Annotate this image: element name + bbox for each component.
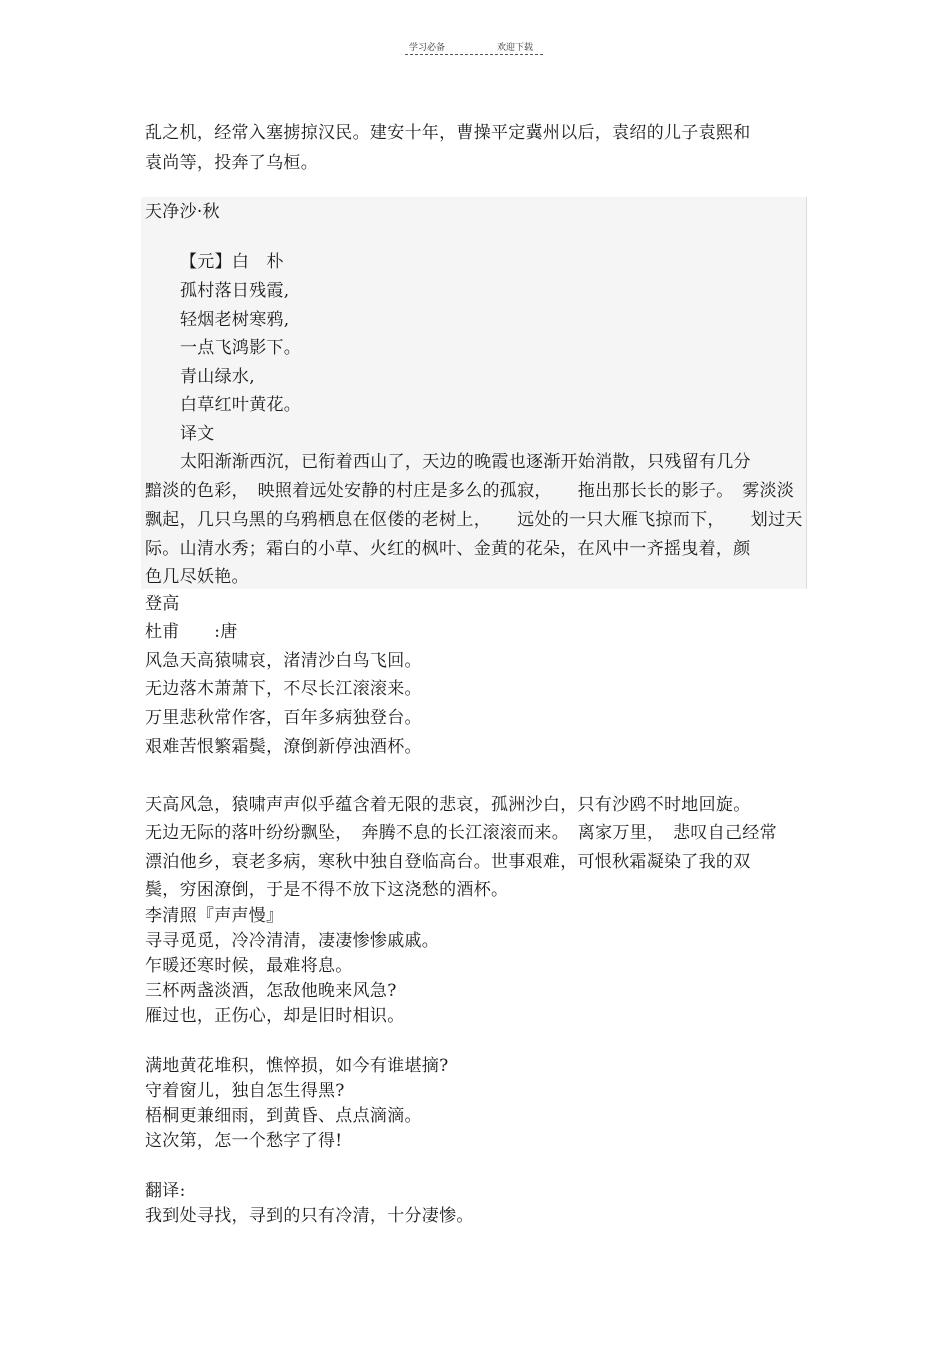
poem1-title: 天净沙·秋	[145, 202, 220, 222]
poem1-translation-line: 黯淡的色彩， 映照着远处安静的村庄是多么的孤寂， 拖出那长长的影子。 雾淡淡	[145, 481, 795, 501]
poem1-translation-label: 译文	[180, 424, 215, 444]
poem1-line: 白草红叶黄花。	[180, 395, 302, 415]
poem2-translation-line: 天高风急，猿啸声声似乎蕴含着无限的悲哀，孤洲沙白，只有沙鸥不时地回旋。	[145, 795, 751, 815]
header-right-text: 欢迎下载	[497, 43, 534, 53]
poem2-line: 无边落木萧萧下，不尽长江滚滚来。	[145, 679, 422, 699]
poem2-line: 万里悲秋常作客，百年多病独登台。	[145, 708, 422, 728]
poem1-line: 青山绿水,	[180, 367, 255, 387]
poem1-translation-line: 色几尽妖艳。	[145, 567, 249, 587]
poem2-title: 登高	[145, 594, 180, 614]
poem2-author: 杜甫 :唐	[145, 622, 238, 642]
poem3-line: 乍暖还寒时候，最难将息。	[145, 956, 353, 976]
poem3-line: 梧桐更兼细雨，到黄昏、点点滴滴。	[145, 1106, 422, 1126]
poem1-line: 轻烟老树寒鸦,	[180, 310, 290, 330]
poem3-line: 这次第，怎一个愁字了得!	[145, 1131, 343, 1151]
header-divider	[405, 54, 543, 55]
header-left-text: 学习必备	[409, 43, 446, 53]
poem1-author: 【元】白 朴	[180, 252, 284, 272]
page-header	[405, 38, 545, 58]
poem1-line: 一点飞鸿影下。	[180, 338, 302, 358]
poem1-line: 孤村落日残霞,	[180, 281, 290, 301]
poem2-translation-line: 无边无际的落叶纷纷飘坠， 奔腾不息的长江滚滚而来。 离家万里， 悲叹自己经常	[145, 823, 777, 843]
poem3-line: 雁过也，正伤心，却是旧时相识。	[145, 1006, 405, 1026]
poem3-line: 三杯两盏淡酒，怎敌他晚来风急?	[145, 981, 397, 1001]
intro-line: 乱之机，经常入塞掳掠汉民。建安十年，曹操平定冀州以后，袁绍的儿子袁熙和	[145, 123, 751, 143]
poem1-translation-line: 际。山清水秀；霜白的小草、火红的枫叶、金黄的花朵，在风中一齐摇曳着，颜	[145, 539, 751, 559]
poem3-translation-line: 我到处寻找，寻到的只有冷清，十分凄惨。	[145, 1206, 474, 1226]
poem2-line: 风急天高猿啸哀，渚清沙白鸟飞回。	[145, 651, 422, 671]
poem3-line: 寻寻觅觅，冷冷清清，凄凄惨惨戚戚。	[145, 931, 440, 951]
poem2-line: 艰难苦恨繁霜鬓，潦倒新停浊酒杯。	[145, 737, 422, 757]
poem1-translation-line: 太阳渐渐西沉，已衔着西山了，天边的晚霞也逐渐开始消散，只残留有几分	[180, 452, 751, 472]
poem2-translation-line: 鬓，穷困潦倒，于是不得不放下这浇愁的酒杯。	[145, 880, 509, 900]
poem3-line: 守着窗儿，独自怎生得黑?	[145, 1081, 345, 1101]
poem3-translation-label: 翻译:	[145, 1181, 186, 1201]
intro-line: 袁尚等，投奔了乌桓。	[145, 153, 318, 173]
poem1-translation-line: 飘起，几只乌黑的乌鸦栖息在伛偻的老树上， 远处的一只大雁飞掠而下， 划过天	[145, 510, 803, 530]
poem3-line: 满地黄花堆积，憔悴损，如今有谁堪摘?	[145, 1056, 449, 1076]
poem2-translation-line: 漂泊他乡，衰老多病，寒秋中独自登临高台。世事艰难，可恨秋霜凝染了我的双	[145, 852, 751, 872]
poem3-title: 李清照『声声慢』	[145, 906, 284, 926]
